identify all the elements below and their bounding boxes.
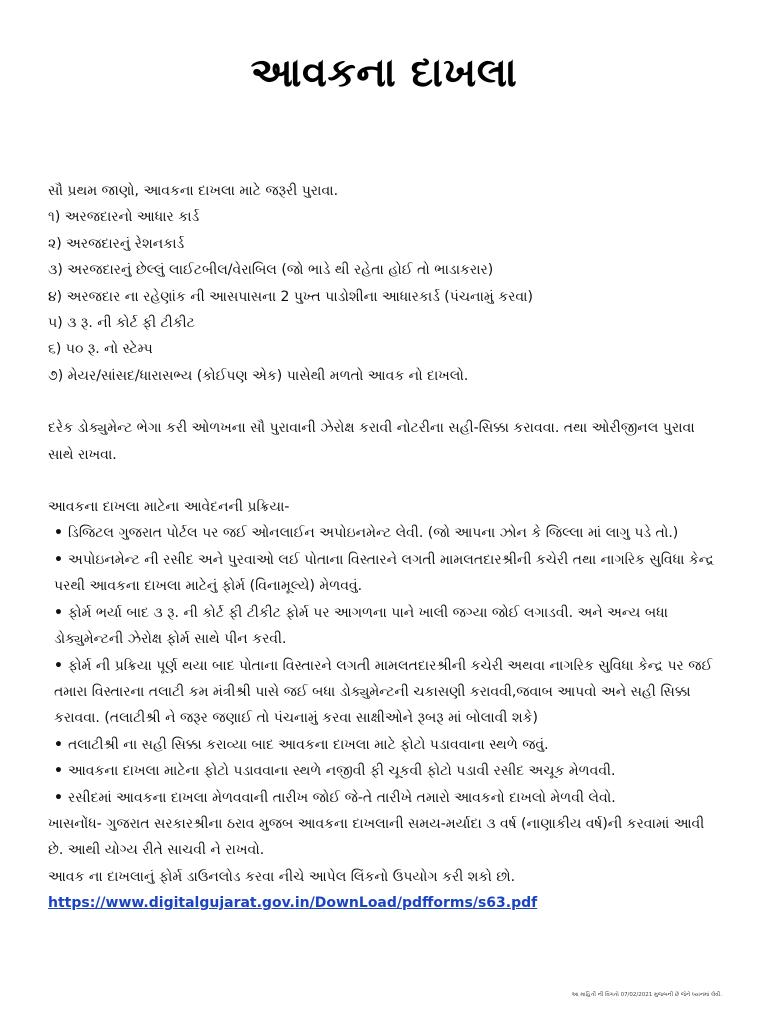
footer-note: આ માહિતી ની વિગતો 07/02/2021 મુજબની છે જેને ધ્યાનમાં લેવી. (571, 992, 722, 998)
process-step-text: ફોર્મ ની પ્રક્રિયા પૂર્ણ થયા બાદ પોતાના વિસ્તારને લગતી મામલતદારશ્રીની કચેરી અથવા નાગરિક સુવિધા કેન્દ્ર પર જઈ તમારા વિસ્તારના તલાટી કમ મંત્રીશ્રી પાસે જઈ બધા ડોક્યુમેન્ટની ચકાસણી કરાવવી,જવાબ આપવો અને સહી સિક્કા કરાવવા. (તલાટીશ્રી ને જરૂર જણાઈ તો પંચનામું કરવા સાક્ષીઓને રૂબરૂ માં બોલાવી શકે) (54, 657, 713, 727)
process-steps-list (48, 520, 720, 810)
process-step-text: અપોઇનમેન્ટ ની રસીદ અને પુરવાઓ લઈ પોતાના વિસ્તારને લગતી મામલતદારશ્રીની કચેરી તથા નાગરિક સુવિધા કેન્દ્ર પરથી આવકના દાખલા માટેનું ફોર્મ (વિનામૂલ્યે) મેળવવું. (54, 551, 715, 595)
process-step-text: રસીદમાં આવકના દાખલા મેળવવાની તારીખ જોઈ જે-તે તારીખે તમારો આવકનો દાખલો મેળવી લેવો. (68, 789, 616, 806)
document-item: ૭) મેયર/સાંસદ/ધારાસભ્ય (કોઈપણ એક) પાસેથી મળતો આવક નો દાખલો. (48, 367, 469, 384)
document-item: ૫) ૩ રૂ. ની કોર્ટ ફી ટીકીટ (48, 315, 195, 332)
process-step-text: આવકના દાખલા માટેના ફોટો પડાવવાના સ્થળે નજીવી ફી ચૂકવી ફોટો પડાવી રસીદ અચૂક મેળવવી. (68, 763, 616, 780)
process-heading: આવકના દાખલા માટેના આવેદનની પ્રક્રિયા- (48, 499, 290, 516)
intro-text: સૌ પ્રથમ જાણો, આવકના દાખલા માટે જરૂરી પુરાવા. (48, 183, 339, 199)
document-item: ૩) અરજદારનું છેલ્લું લાઈટબીલ/વેરાબિલ (જો ભાડે થી રહેતા હોઈ તો ભાડાકરાર) (48, 262, 494, 279)
special-note: ખાસનોંધ- ગુજરાત સરકારશ્રીના ઠરાવ મુજબ આવકના દાખલાની સમય-મર્યાદા ૩ વર્ષ (નાણાકીય વર્ષ)ની કરવામાં આવી છે. આથી યોગ્ય રીતે સાચવી ને રાખવો. (48, 815, 705, 859)
process-step (48, 758, 720, 784)
download-form-link[interactable]: https://www.digitalgujarat.gov.in/DownLoad/pdfforms/s63.pdf (48, 895, 538, 912)
document-item: ૧) અરજદારનો આધાર કાર્ડ (48, 209, 200, 226)
bullet-icon: • (54, 736, 63, 753)
required-documents-list (48, 204, 720, 389)
document-item: ૪) અરજદાર ના રહેણાંક ની આસપાસના 2 પુખ્ત પાડોશીના આધારકાર્ડ (પંચનામું કરવા) (48, 288, 533, 305)
process-step (48, 785, 720, 811)
process-step (48, 547, 720, 600)
document-item: ૬) ૫૦ રૂ. નો સ્ટેમ્પ (48, 341, 153, 358)
bullet-icon: • (54, 525, 63, 542)
process-step-text: ફોર્મ ભર્યા બાદ ૩ રૂ. ની કોર્ટ ફી ટીકીટ ફોર્મ પર આગળના પાને ખાલી જગ્યા જોઈ લગાડવી. અને અન્ય બધા ડોક્યુમેન્ટની ઝેરોક્ષ ફોર્મ સાથે પીન કરવી. (54, 604, 668, 648)
process-step-text: ડિજિટલ ગુજરાત પોર્ટલ પર જઈ ઓનલાઈન અપોઇનમેન્ટ લેવી. (જો આપના ઝોન કે જિલ્લા માં લાગુ પડે તો.) (68, 525, 679, 542)
page-title: આવકના દાખલા (250, 50, 518, 96)
bullet-icon: • (54, 657, 63, 674)
process-step (48, 600, 720, 653)
process-step (48, 520, 720, 546)
bullet-icon: • (54, 551, 63, 568)
download-instruction: આવક ના દાખલાનું ફોર્મ ડાઉનલોડ કરવા નીચે આપેલ લિંકનો ઉપયોગ કરી શકો છો. (48, 868, 516, 885)
document-item: ૨) અરજદારનું રેશનકાર્ડ (48, 235, 185, 252)
process-step (48, 732, 720, 758)
bullet-icon: • (54, 763, 63, 780)
process-step-text: તલાટીશ્રી ના સહી સિક્કા કરાવ્યા બાદ આવકના દાખલા માટે ફોટો પડાવવાના સ્થળે જવું. (68, 736, 549, 753)
bullet-icon: • (54, 604, 63, 621)
document-body (48, 178, 720, 917)
bullet-icon: • (54, 789, 63, 806)
process-step (48, 653, 720, 732)
notary-note: દરેક ડોક્યુમેન્ટ ભેગા કરી ઓળખના સૌ પુરાવાની ઝેરોક્ષ કરાવી નોટરીના સહી-સિક્કા કરાવવા. તથા ઓરીજીનલ પુરાવા સાથે રાખવા. (48, 420, 695, 463)
